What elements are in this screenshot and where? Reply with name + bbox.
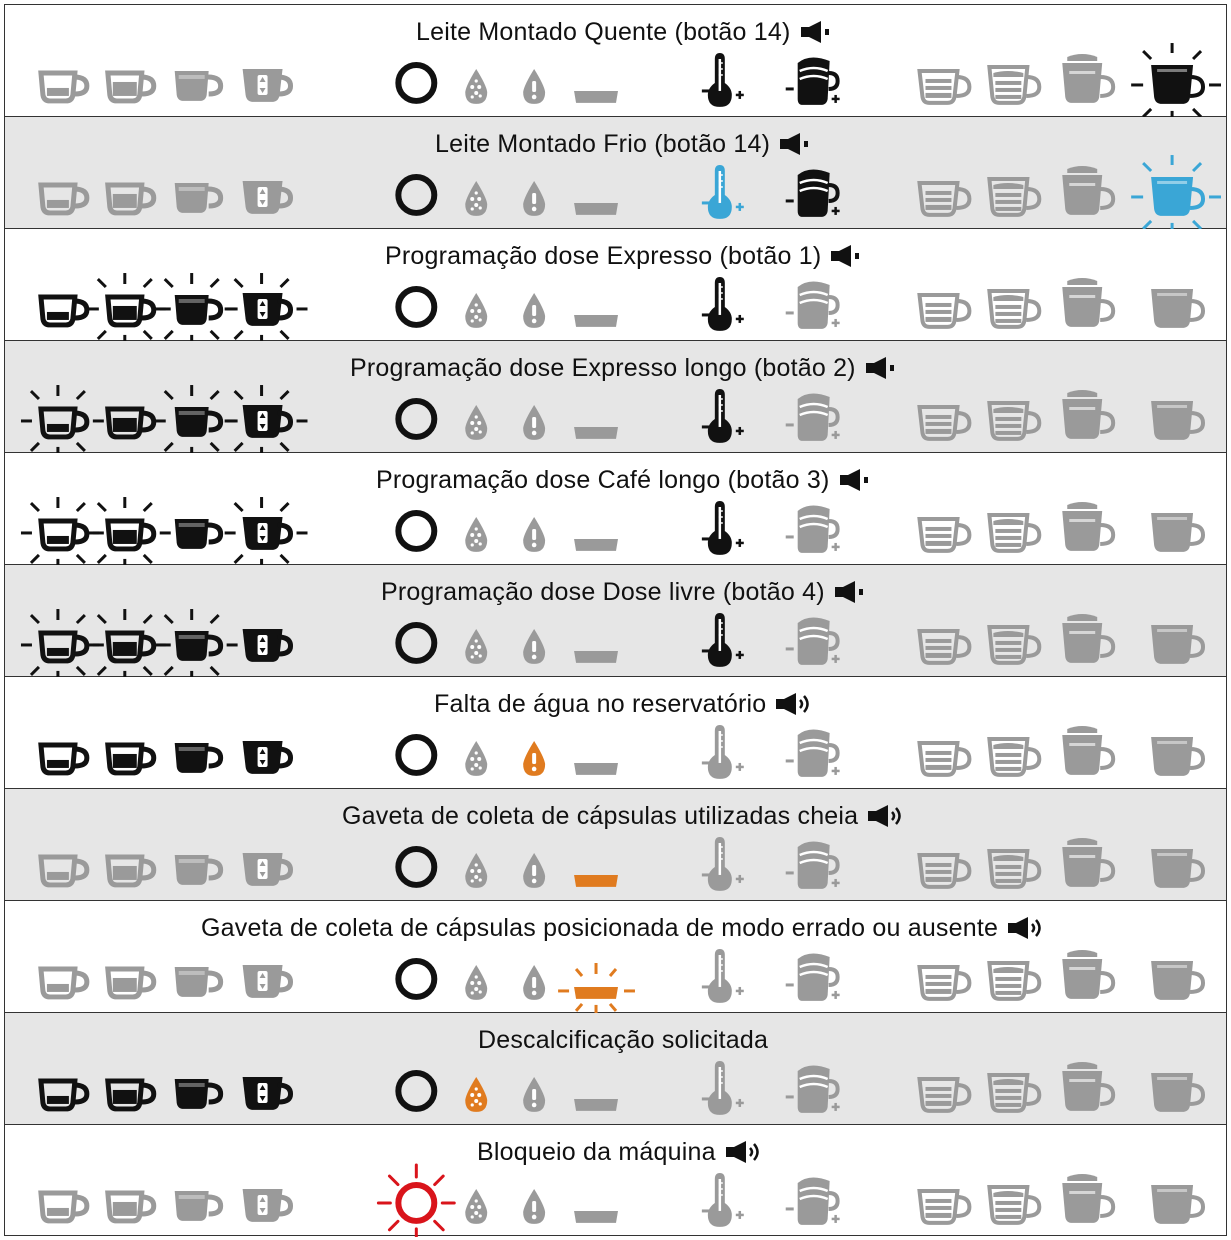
row-icons: [5, 341, 1226, 453]
espresso-cup-icon: [21, 385, 104, 453]
milk-cup-1-icon: [920, 407, 970, 439]
espresso-longo-cup-icon: [108, 185, 154, 213]
capsule-drawer-icon: [574, 427, 618, 439]
espresso-longo-cup-icon: [108, 73, 154, 101]
capsule-drawer-icon: [574, 1211, 618, 1223]
row-icons: [5, 453, 1226, 565]
milk-cup-3-icon: [1062, 614, 1113, 663]
row-title-text: Programação dose Dose livre (botão 4): [381, 578, 825, 606]
espresso-longo-cup-icon: [108, 745, 154, 773]
dose-livre-cup-icon: [243, 853, 291, 886]
cafe-longo-cup-icon: [175, 71, 221, 101]
power-ring-icon: [398, 513, 434, 549]
milk-froth-jug-icon: [786, 393, 840, 440]
cafe-longo-cup-icon: [155, 609, 238, 677]
row-icons: [5, 117, 1226, 229]
descaling-drop-icon: [465, 69, 487, 104]
indicator-row: [5, 901, 1226, 1013]
espresso-cup-icon: [41, 857, 87, 885]
capsule-drawer-icon: [574, 651, 618, 663]
dose-livre-cup-icon: [243, 741, 291, 774]
descaling-drop-icon: [465, 965, 487, 1000]
power-ring-icon: [398, 961, 434, 997]
milk-cup-1-icon: [920, 519, 970, 551]
descaling-drop-icon: [465, 629, 487, 664]
milk-froth-jug-icon: [786, 505, 840, 552]
power-ring-icon: [398, 401, 434, 437]
row-icons: [5, 677, 1226, 789]
water-drop-icon: [523, 965, 545, 1000]
row-title-text: Descalcificação solicitada: [478, 1026, 769, 1054]
milk-cup-4-icon: [1131, 43, 1221, 117]
milk-cup-3-icon: [1062, 278, 1113, 327]
milk-cup-3-icon: [1062, 950, 1113, 999]
espresso-longo-cup-icon: [108, 857, 154, 885]
milk-cup-2-icon: [989, 1075, 1039, 1111]
espresso-longo-cup-icon: [88, 609, 171, 677]
milk-froth-jug-icon: [786, 729, 840, 776]
indicator-row: [5, 341, 1226, 453]
capsule-drawer-icon: [574, 203, 618, 215]
capsule-drawer-icon: [574, 539, 618, 551]
milk-cup-1-icon: [920, 1079, 970, 1111]
espresso-cup-icon: [41, 969, 87, 997]
thermometer-icon: [702, 837, 744, 891]
capsule-drawer-icon: [558, 963, 635, 1013]
milk-cup-4-icon: [1151, 1073, 1203, 1112]
row-icons: [5, 229, 1226, 341]
milk-cup-1-icon: [920, 855, 970, 887]
milk-froth-jug-icon: [786, 281, 840, 328]
espresso-cup-icon: [21, 497, 104, 565]
thermometer-icon: [702, 613, 744, 667]
milk-cup-4-icon: [1151, 513, 1203, 552]
milk-cup-4-icon: [1151, 625, 1203, 664]
espresso-longo-cup-icon: [108, 1081, 154, 1109]
descaling-drop-icon: [465, 1077, 487, 1112]
capsule-drawer-icon: [574, 315, 618, 327]
dose-livre-cup-icon: [225, 385, 308, 453]
cafe-longo-cup-icon: [175, 743, 221, 773]
water-drop-icon: [523, 293, 545, 328]
indicator-row: [5, 5, 1226, 117]
descaling-drop-icon: [465, 853, 487, 888]
row-icons: [5, 5, 1226, 117]
cafe-longo-cup-icon: [175, 1079, 221, 1109]
row-title-text: Leite Montado Frio (botão 14): [435, 130, 771, 158]
milk-cup-2-icon: [989, 291, 1039, 327]
row-icons: [5, 789, 1226, 901]
indicator-row: [5, 1125, 1226, 1237]
water-drop-icon: [523, 405, 545, 440]
milk-froth-jug-icon: [786, 617, 840, 664]
row-title-text: Programação dose Expresso longo (botão 2): [350, 354, 856, 382]
milk-froth-jug-icon: [786, 57, 840, 104]
row-icons: [5, 1013, 1226, 1125]
descaling-drop-icon: [465, 405, 487, 440]
dose-livre-cup-icon: [243, 965, 291, 998]
dose-livre-cup-icon: [243, 1077, 291, 1110]
power-ring-icon: [398, 177, 434, 213]
milk-cup-3-icon: [1062, 502, 1113, 551]
row-title-text: Gaveta de coleta de cápsulas posicionada de modo errado ou ausente: [201, 914, 999, 942]
dose-livre-cup-icon: [243, 629, 291, 662]
water-drop-icon: [523, 853, 545, 888]
thermometer-icon: [702, 949, 744, 1003]
indicator-table: [4, 4, 1227, 1236]
thermometer-icon: [702, 725, 744, 779]
milk-cup-2-icon: [989, 67, 1039, 103]
thermometer-icon: [702, 1173, 744, 1227]
espresso-longo-cup-icon: [108, 1193, 154, 1221]
thermometer-icon: [702, 1061, 744, 1115]
power-ring-icon: [378, 1165, 454, 1237]
thermometer-icon: [702, 165, 744, 219]
indicator-row: [5, 453, 1226, 565]
dose-livre-cup-icon: [225, 273, 308, 341]
cafe-longo-cup-icon: [175, 855, 221, 885]
power-ring-icon: [398, 1073, 434, 1109]
milk-cup-4-icon: [1131, 155, 1221, 229]
milk-cup-1-icon: [920, 1191, 970, 1223]
row-title-text: Programação dose Café longo (botão 3): [376, 466, 830, 494]
cafe-longo-cup-icon: [175, 519, 221, 549]
cafe-longo-cup-icon: [175, 1191, 221, 1221]
dose-livre-cup-icon: [243, 1189, 291, 1222]
water-drop-icon: [523, 1189, 545, 1224]
espresso-longo-cup-icon: [88, 497, 171, 565]
milk-cup-2-icon: [989, 179, 1039, 215]
indicator-row: [5, 117, 1226, 229]
milk-froth-jug-icon: [786, 1065, 840, 1112]
milk-cup-4-icon: [1151, 289, 1203, 328]
water-drop-icon: [523, 69, 545, 104]
milk-froth-jug-icon: [786, 1177, 840, 1224]
milk-cup-3-icon: [1062, 1174, 1113, 1223]
water-drop-icon: [523, 629, 545, 664]
milk-cup-3-icon: [1062, 166, 1113, 215]
milk-cup-1-icon: [920, 631, 970, 663]
espresso-cup-icon: [41, 73, 87, 101]
espresso-longo-cup-icon: [108, 969, 154, 997]
thermometer-icon: [702, 389, 744, 443]
milk-cup-2-icon: [989, 403, 1039, 439]
espresso-cup-icon: [41, 185, 87, 213]
water-drop-icon: [523, 181, 545, 216]
milk-cup-4-icon: [1151, 401, 1203, 440]
milk-cup-2-icon: [989, 515, 1039, 551]
dose-livre-cup-icon: [243, 181, 291, 214]
espresso-cup-icon: [41, 297, 87, 325]
water-drop-icon: [523, 741, 545, 776]
milk-froth-jug-icon: [786, 841, 840, 888]
milk-cup-4-icon: [1151, 737, 1203, 776]
capsule-drawer-icon: [574, 875, 618, 887]
power-ring-icon: [398, 625, 434, 661]
milk-cup-1-icon: [920, 71, 970, 103]
descaling-drop-icon: [465, 1189, 487, 1224]
power-ring-icon: [398, 65, 434, 101]
descaling-drop-icon: [465, 517, 487, 552]
milk-cup-3-icon: [1062, 1062, 1113, 1111]
capsule-drawer-icon: [574, 91, 618, 103]
milk-cup-4-icon: [1151, 849, 1203, 888]
row-title-text: Programação dose Expresso (botão 1): [385, 242, 822, 270]
milk-cup-4-icon: [1151, 961, 1203, 1000]
row-icons: [5, 565, 1226, 677]
cafe-longo-cup-icon: [175, 967, 221, 997]
indicator-row: [5, 677, 1226, 789]
milk-cup-2-icon: [989, 627, 1039, 663]
thermometer-icon: [702, 501, 744, 555]
espresso-cup-icon: [21, 609, 104, 677]
row-icons: [5, 1125, 1226, 1237]
espresso-longo-cup-icon: [108, 409, 154, 437]
indicator-row: [5, 789, 1226, 901]
espresso-cup-icon: [41, 1081, 87, 1109]
descaling-drop-icon: [465, 181, 487, 216]
capsule-drawer-icon: [574, 763, 618, 775]
milk-cup-1-icon: [920, 967, 970, 999]
milk-cup-3-icon: [1062, 54, 1113, 103]
power-ring-icon: [398, 737, 434, 773]
milk-cup-2-icon: [989, 739, 1039, 775]
row-title-text: Gaveta de coleta de cápsulas utilizadas cheia: [342, 802, 859, 830]
milk-cup-2-icon: [989, 1187, 1039, 1223]
espresso-cup-icon: [41, 1193, 87, 1221]
milk-cup-3-icon: [1062, 390, 1113, 439]
row-icons: [5, 901, 1226, 1013]
indicator-row: [5, 1013, 1226, 1125]
power-ring-icon: [398, 289, 434, 325]
row-title-text: Bloqueio da máquina: [477, 1138, 716, 1166]
cafe-longo-cup-icon: [175, 183, 221, 213]
row-title-text: Leite Montado Quente (botão 14): [416, 18, 791, 46]
thermometer-icon: [702, 53, 744, 107]
water-drop-icon: [523, 517, 545, 552]
cafe-longo-cup-icon: [155, 385, 238, 453]
milk-froth-jug-icon: [786, 169, 840, 216]
descaling-drop-icon: [465, 293, 487, 328]
indicator-row: [5, 565, 1226, 677]
dose-livre-cup-icon: [243, 69, 291, 102]
milk-cup-2-icon: [989, 851, 1039, 887]
milk-cup-3-icon: [1062, 838, 1113, 887]
cafe-longo-cup-icon: [155, 273, 238, 341]
milk-cup-1-icon: [920, 743, 970, 775]
row-title-text: Falta de água no reservatório: [434, 690, 767, 718]
capsule-drawer-icon: [574, 1099, 618, 1111]
indicator-row: [5, 229, 1226, 341]
dose-livre-cup-icon: [225, 497, 308, 565]
descaling-drop-icon: [465, 741, 487, 776]
milk-cup-3-icon: [1062, 726, 1113, 775]
milk-cup-1-icon: [920, 183, 970, 215]
milk-cup-4-icon: [1151, 1185, 1203, 1224]
milk-froth-jug-icon: [786, 953, 840, 1000]
power-ring-icon: [398, 849, 434, 885]
thermometer-icon: [702, 277, 744, 331]
water-drop-icon: [523, 1077, 545, 1112]
espresso-cup-icon: [41, 745, 87, 773]
espresso-longo-cup-icon: [88, 273, 171, 341]
milk-cup-1-icon: [920, 295, 970, 327]
milk-cup-2-icon: [989, 963, 1039, 999]
